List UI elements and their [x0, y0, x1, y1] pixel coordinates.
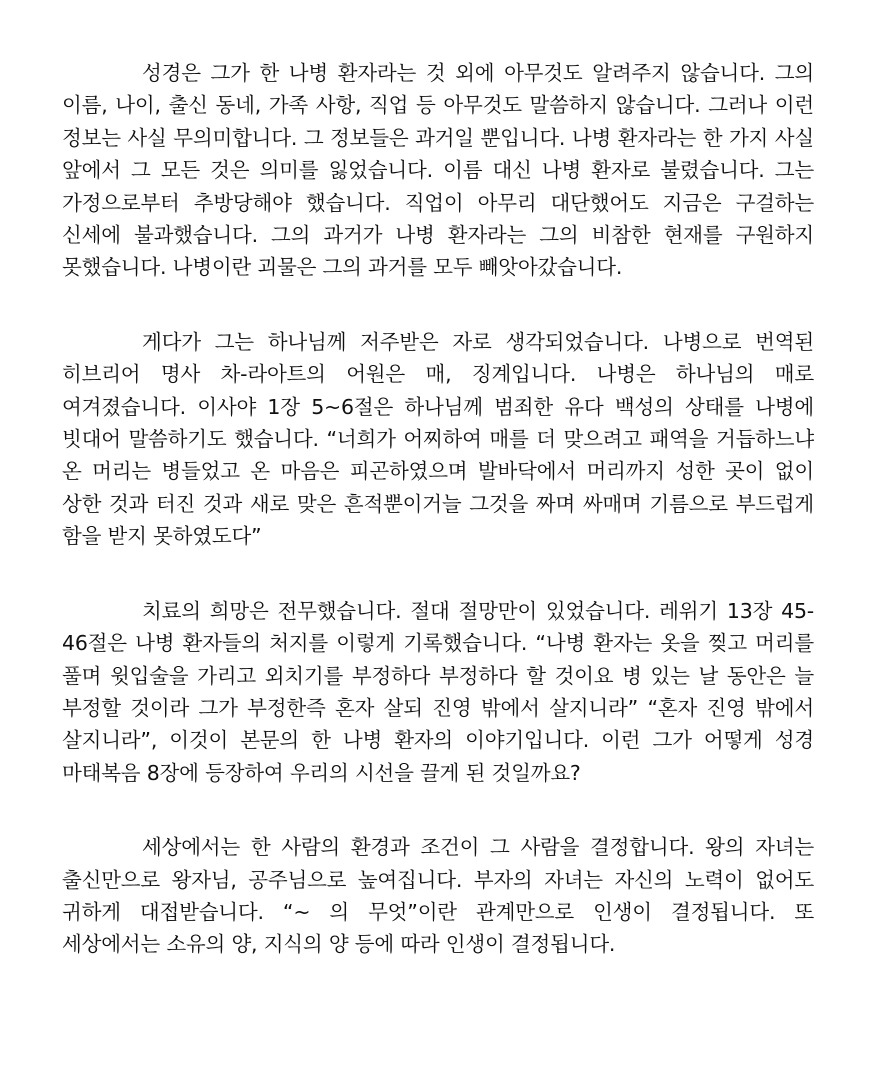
paragraph-3: 치료의 희망은 전무했습니다. 절대 절망만이 있었습니다. 레위기 13장 45-46절은 나병 환자들의 처지를 이렇게 기록했습니다. “나병 환자는 옷을 찢고 머리를 풀며 윗입술을 가리고 외치기를 부정하다 부정하다 할 것이요 병 있는 날 동안은 늘 부정할 것이라 그가 부정한즉 혼자 살되 진영 밖에서 살지니라” “혼자 진영 밖에서 살지니라”, 이것이 본문의 한 나병 환자의 이야기입니다. 이런 그가 어떻게 성경 마태복음 8장에 등장하여 우리의 시선을 끌게 된 것일까요? [62, 598, 814, 785]
paragraph-1: 성경은 그가 한 나병 환자라는 것 외에 아무것도 알려주지 않습니다. 그의 이름, 나이, 출신 동네, 가족 사항, 직업 등 아무것도 말씀하지 않습니다. 그러나 이런 정보는 사실 무의미합니다. 그 정보들은 과거일 뿐입니다. 나병 환자라는 한 가지 사실 앞에서 그 모든 것은 의미를 잃었습니다. 이름 대신 나병 환자로 불렸습니다. 그는 가정으로부터 추방당해야 했습니다. 직업이 아무리 대단했어도 지금은 구걸하는 신세에 불과했습니다. 그의 과거가 나병 환자라는 그의 비참한 현재를 구원하지 못했습니다. 나병이란 괴물은 그의 과거를 모두 빼앗아갔습니다. [62, 61, 814, 280]
paragraph-4: 세상에서는 한 사람의 환경과 조건이 그 사람을 결정합니다. 왕의 자녀는 출신만으로 왕자님, 공주님으로 높여집니다. 부자의 자녀는 자신의 노력이 없어도 귀하게 대접받습니다. “~ 의 무엇”이란 관계만으로 인생이 결정됩니다. 또 세상에서는 소유의 양, 지식의 양 등에 따라 인생이 결정됩니다. [62, 835, 814, 957]
document-page [62, 57, 814, 1003]
paragraph-2: 게다가 그는 하나님께 저주받은 자로 생각되었습니다. 나병으로 번역된 히브리어 명사 차-라아트의 어원은 매, 징계입니다. 나병은 하나님의 매로 여겨졌습니다. 이사야 1장 5~6절은 하나님께 범죄한 유다 백성의 상태를 나병에 빗대어 말씀하기도 했습니다. “너희가 어찌하여 매를 더 맞으려고 패역을 거듭하느냐 온 머리는 병들었고 온 마음은 피곤하였으며 발바닥에서 머리까지 성한 곳이 없이 상한 것과 터진 것과 새로 맞은 흔적뿐이거늘 그것을 짜며 싸매며 기름으로 부드럽게 함을 받지 못하였도다” [62, 329, 814, 549]
